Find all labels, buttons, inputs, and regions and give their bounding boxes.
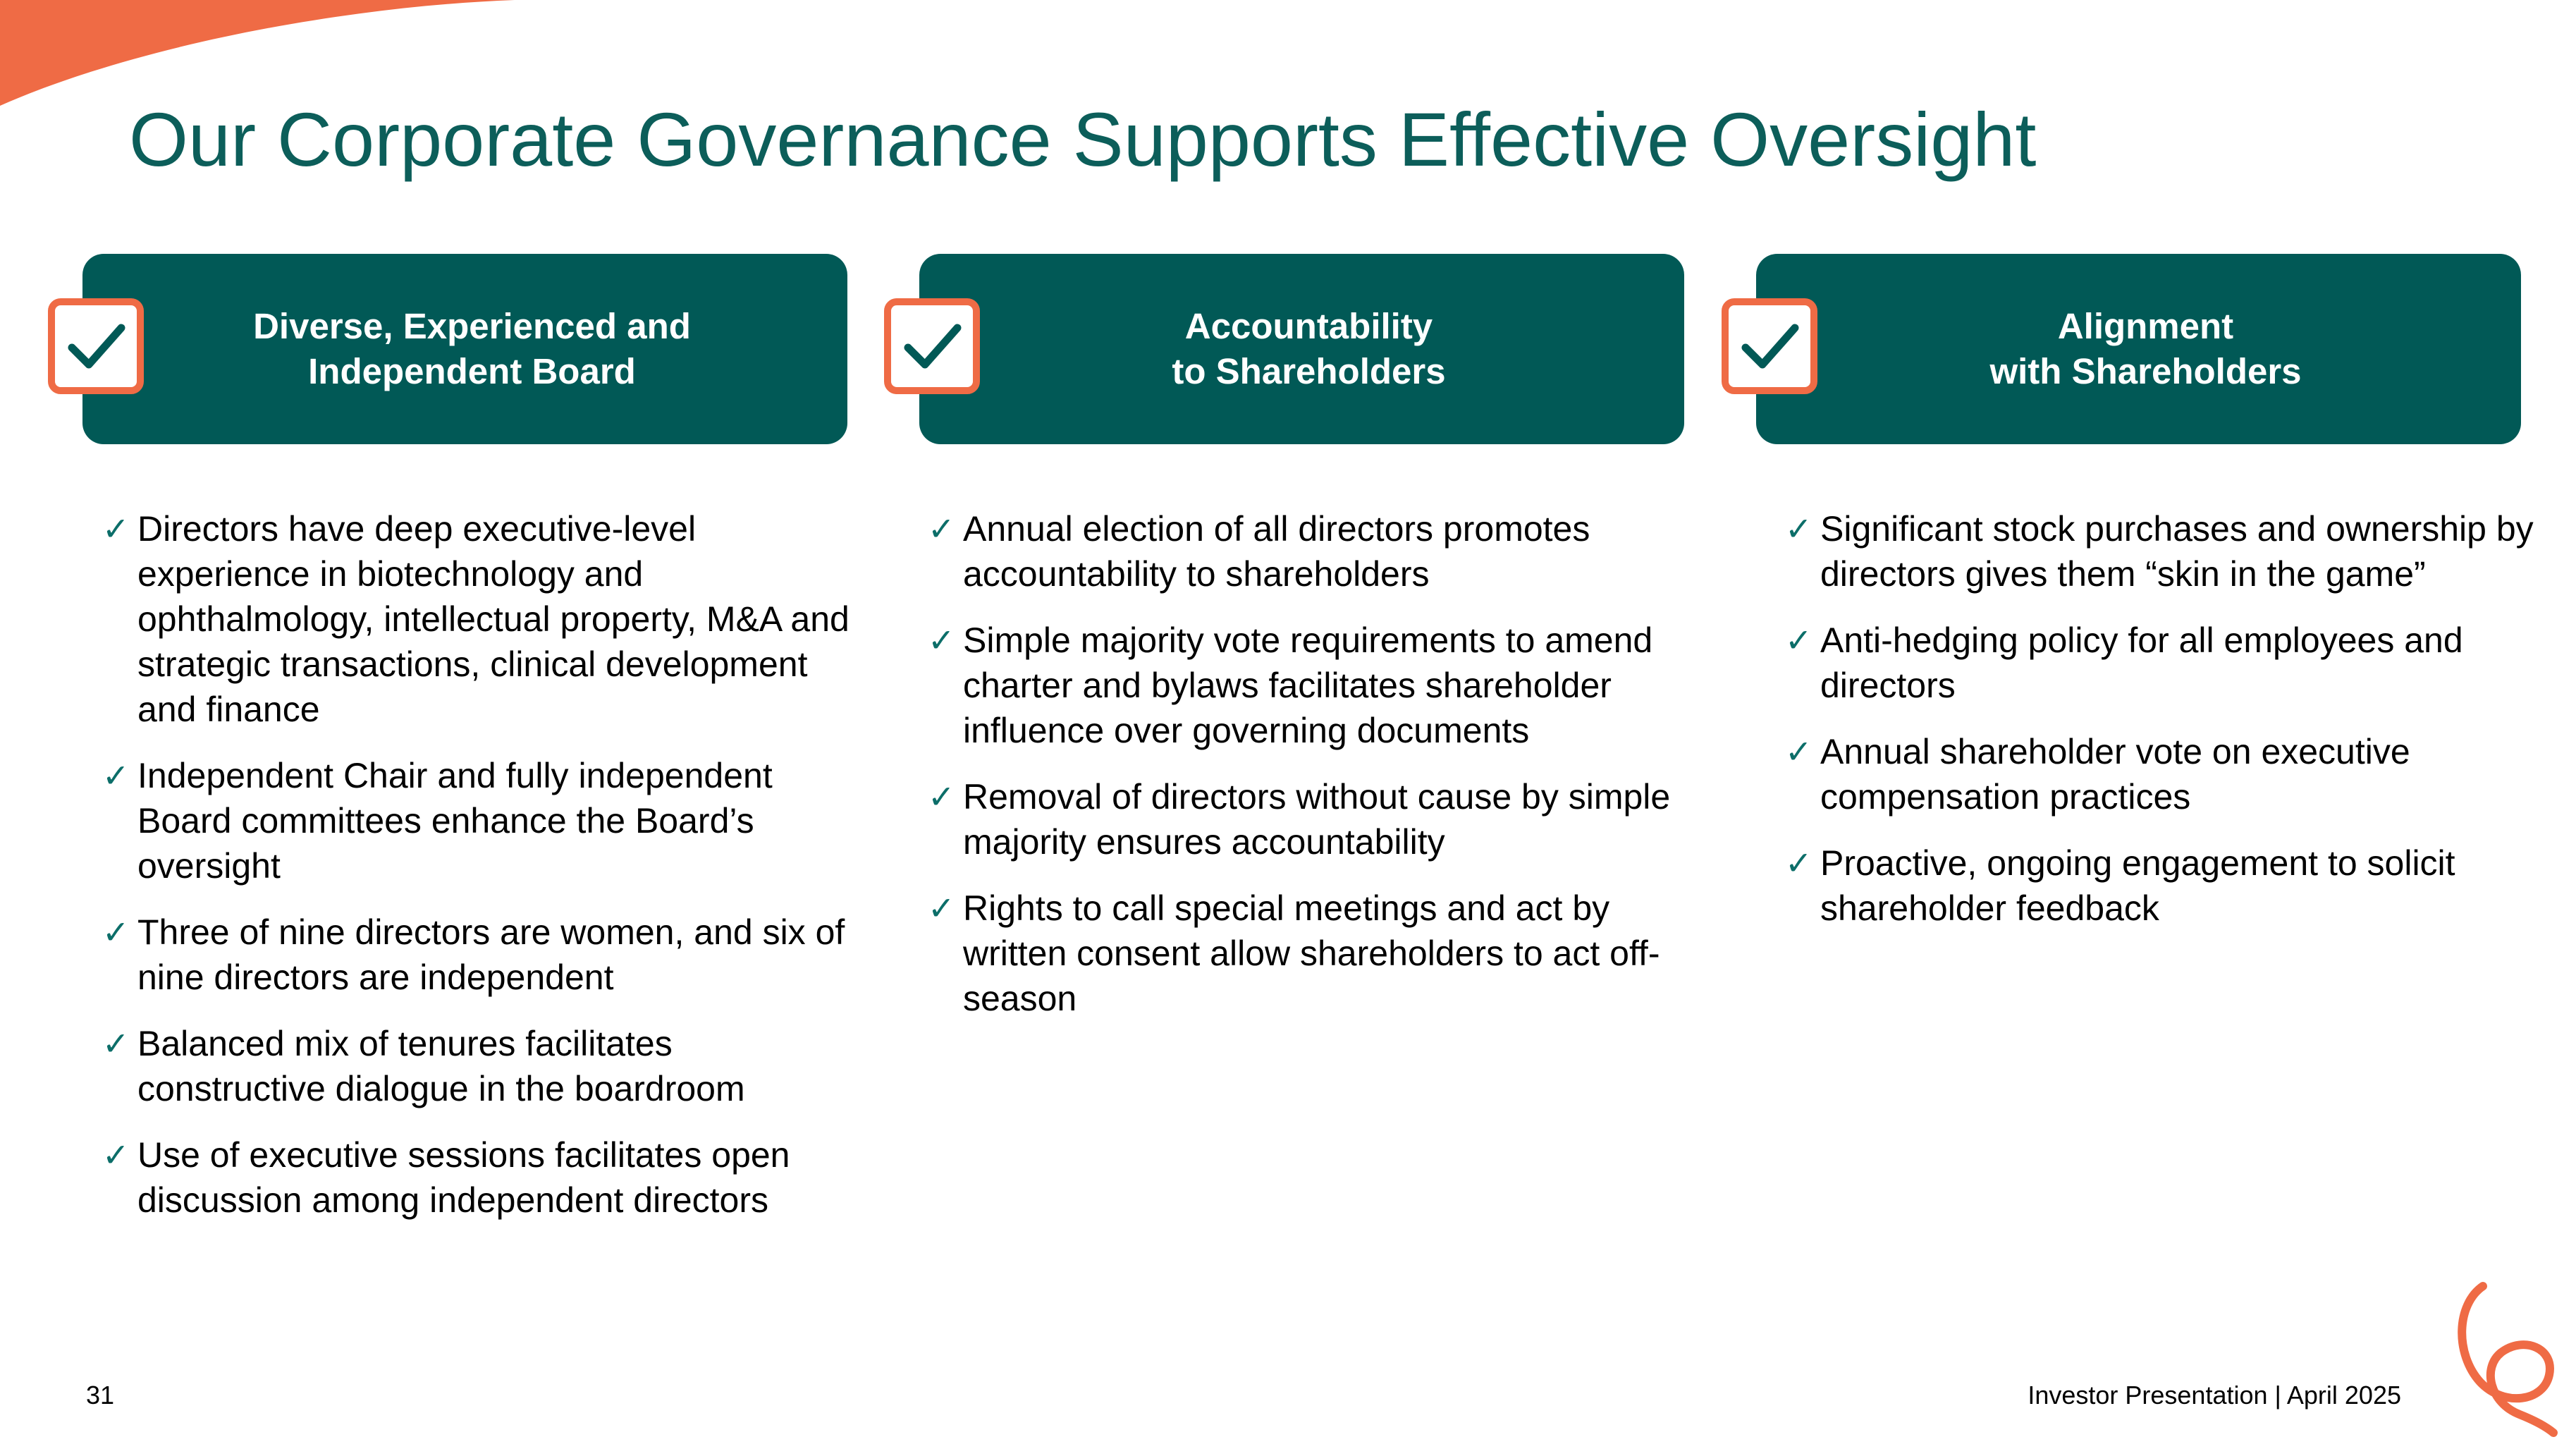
list-item-text: Directors have deep executive-level experience in biotechnology and ophthalmology, intellectual property, M&A and strategic transactions, clinical development and finance	[137, 509, 850, 729]
checkmark-icon: ✓	[928, 621, 955, 659]
checkmark-icon: ✓	[1785, 733, 1813, 771]
pillar-header-title: Diverse, Experienced and Independent Board	[253, 306, 691, 391]
pillar-list-alignment	[1785, 506, 2546, 952]
footer-text: Investor Presentation | April 2025	[2028, 1381, 2401, 1410]
list-item-text: Annual shareholder vote on executive compensation practices	[1820, 732, 2410, 817]
pillar-header-title: Accountability to Shareholders	[1172, 306, 1446, 391]
list-item-text: Proactive, ongoing engagement to solicit shareholder feedback	[1820, 843, 2455, 928]
page-title: Our Corporate Governance Supports Effective Oversight	[129, 97, 2037, 182]
list-item	[1785, 618, 2546, 708]
list-item-text: Annual election of all directors promotes accountability to shareholders	[963, 509, 1590, 594]
list-item-text: Anti-hedging policy for all employees and directors	[1820, 620, 2463, 705]
checkmark-icon: ✓	[1785, 844, 1813, 882]
checkmark-icon: ✓	[102, 757, 130, 795]
checkmark-icon: ✓	[102, 913, 130, 951]
list-item	[1785, 506, 2546, 597]
list-item-text: Three of nine directors are women, and six of nine directors are independent	[137, 912, 845, 997]
checkmark-icon: ✓	[928, 510, 955, 548]
checkmark-icon: ✓	[102, 510, 130, 548]
list-item-text: Rights to call special meetings and act by written consent allow shareholders to act off-season	[963, 888, 1660, 1018]
checkmark-icon: ✓	[928, 778, 955, 816]
pillar-list-board	[102, 506, 864, 1244]
checkbox-checked-icon	[48, 298, 144, 394]
list-item-text: Independent Chair and fully independent Board committees enhance the Board’s oversight	[137, 756, 773, 886]
list-item-text: Use of executive sessions facilitates open discussion among independent directors	[137, 1135, 790, 1220]
list-item-text: Simple majority vote requirements to amend charter and bylaws facilitates shareholder influence over governing documents	[963, 620, 1653, 750]
list-item	[928, 886, 1689, 1021]
list-item	[1785, 729, 2546, 819]
checkmark-icon: ✓	[1785, 510, 1813, 548]
brand-logo	[2446, 1276, 2566, 1438]
checkmark-icon: ✓	[102, 1025, 130, 1063]
checkbox-checked-icon	[884, 298, 980, 394]
checkmark-icon: ✓	[928, 889, 955, 927]
pillar-list-accountability	[928, 506, 1689, 1042]
pillar-header-board	[82, 254, 847, 444]
list-item	[102, 1021, 864, 1111]
list-item-text: Balanced mix of tenures facilitates constructive dialogue in the boardroom	[137, 1024, 745, 1108]
list-item-text: Removal of directors without cause by simple majority ensures accountability	[963, 777, 1671, 862]
list-item	[1785, 840, 2546, 931]
list-item	[102, 753, 864, 888]
checkmark-icon: ✓	[102, 1136, 130, 1174]
list-item	[102, 910, 864, 1000]
list-item	[928, 774, 1689, 864]
list-item	[102, 1132, 864, 1223]
list-item	[928, 618, 1689, 753]
pillar-header-accountability	[919, 254, 1684, 444]
list-item-text: Significant stock purchases and ownership by directors gives them “skin in the game”	[1820, 509, 2534, 594]
list-item	[102, 506, 864, 732]
checkmark-icon: ✓	[1785, 621, 1813, 659]
pillar-header-title: Alignment with Shareholders	[1989, 306, 2302, 391]
pillar-header-alignment	[1756, 254, 2521, 444]
checkbox-checked-icon	[1722, 298, 1817, 394]
list-item	[928, 506, 1689, 597]
page-number: 31	[86, 1381, 115, 1410]
